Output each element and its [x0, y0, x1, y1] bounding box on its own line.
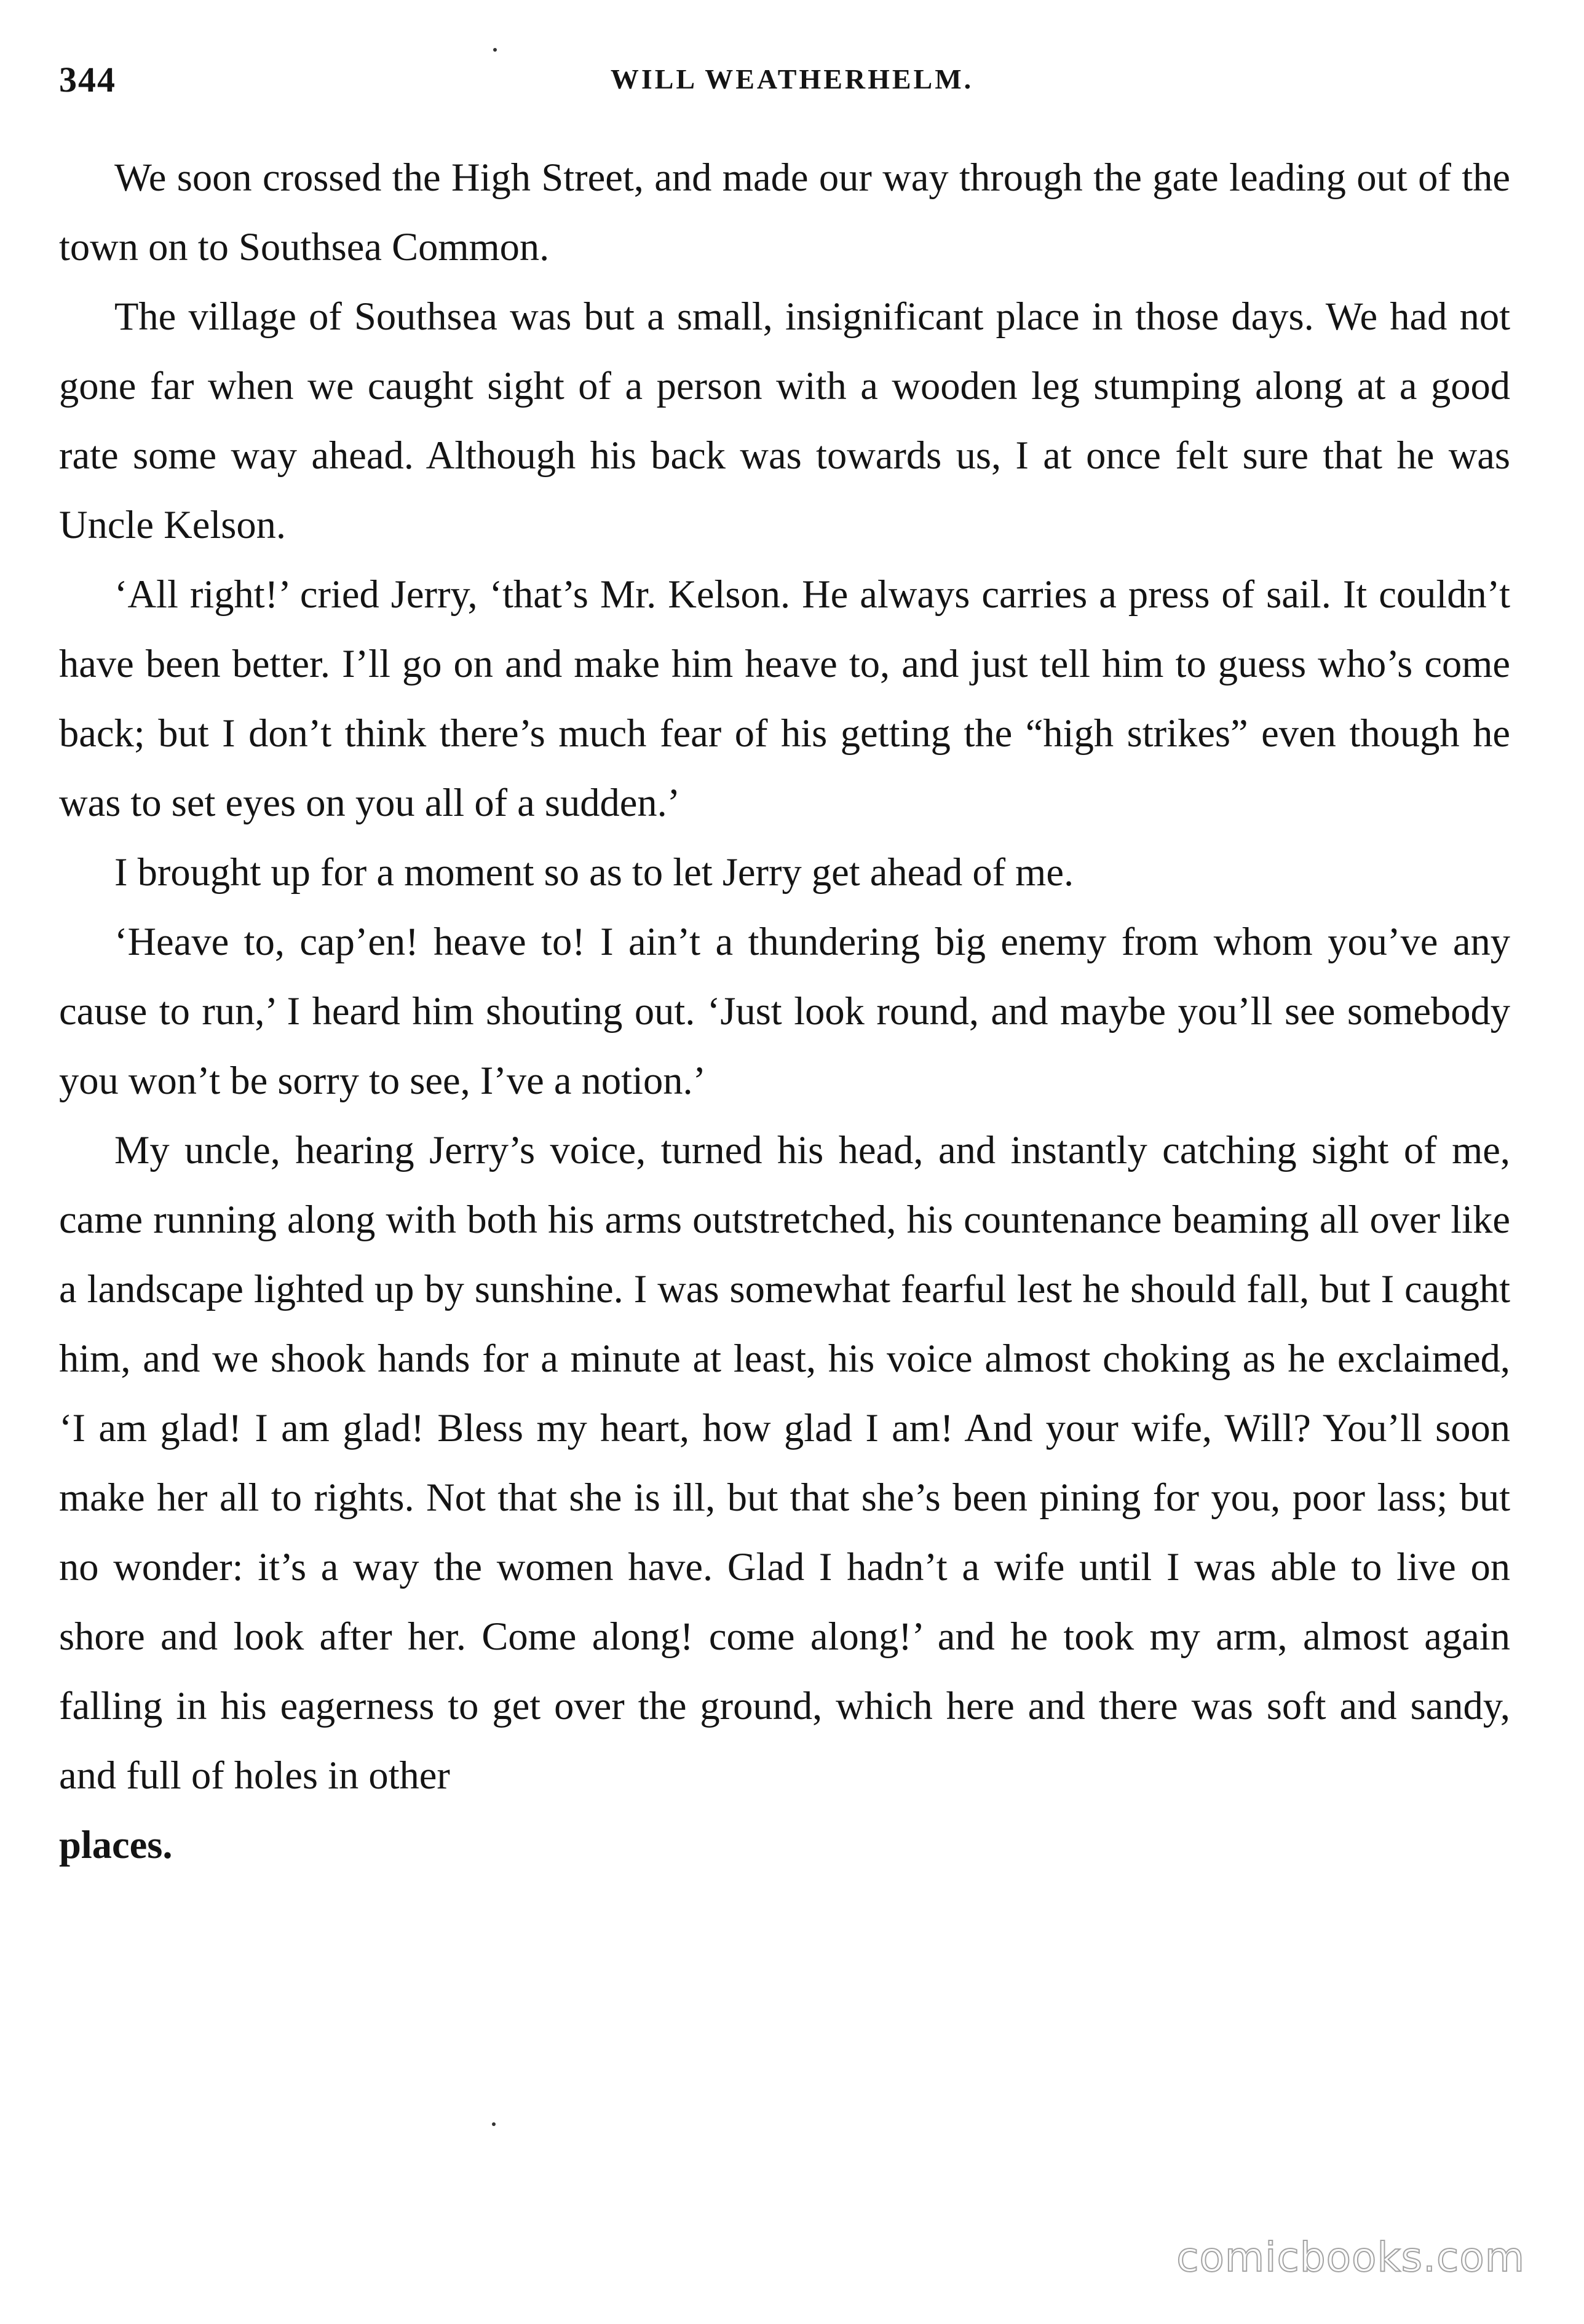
final-fragment: places.: [59, 1823, 173, 1867]
paragraph: ‘All right!’ cried Jerry, ‘that’s Mr. Kelson. He always carries a press of sail. It couldn’t have been better. I’ll go on and make him heave to, and just tell him to guess who’s come back; but I don’t think there’s much fear of his getting the “high strikes” even though he was to set eyes on you all of a sudden.’: [59, 572, 1510, 824]
paragraph: My uncle, hearing Jerry’s voice, turned his head, and instantly catching sight of me, came running along with both his arms outstretched, his countenance beaming all over like a landscape lighted up by sunshine. I was somewhat fearful lest he should fall, but I caught him, and we shook hands for a minute at least, his voice almost choking as he exclaimed, ‘I am glad! I am glad! Bless my heart, how glad I am! And your wife, Will? You’ll soon make her all to rights. Not that she is ill, but that she’s been pining for you, poor lass; but no wonder: it’s a way the women have. Glad I hadn’t a wife until I was able to live on shore and look after her. Come along! come along!’ and he took my arm, almost again falling in his eagerness to get over the ground, which here and there was soft and sandy, and full of holes in other: [59, 1128, 1510, 1797]
print-speck: [493, 48, 497, 52]
print-speck: [492, 2122, 496, 2126]
paragraph: We soon crossed the High Street, and made our way through the gate leading out of the town on to Southsea Common.: [59, 156, 1510, 269]
body-text: [59, 143, 1510, 1879]
page-header: [59, 59, 1525, 114]
paragraph: I brought up for a moment so as to let Jerry get ahead of me.: [114, 850, 1074, 894]
running-title: WILL WEATHERHELM.: [610, 63, 974, 95]
page-number: 344: [59, 60, 116, 100]
paragraph: The village of Southsea was but a small, insignificant place in those days. We had not gone far when we caught sight of a person with a wooden leg stumping along at a good rate some way ahead. Although his back was towards us, I at once felt sure that he was Uncle Kelson.: [59, 294, 1510, 547]
watermark: comicbooks.com: [1176, 2234, 1525, 2281]
paragraph: ‘Heave to, cap’en! heave to! I ain’t a thundering big enemy from whom you’ve any cause to run,’ I heard him shouting out. ‘Just look round, and maybe you’ll see somebody you won’t be sorry to see, I’ve a notion.’: [59, 920, 1510, 1102]
